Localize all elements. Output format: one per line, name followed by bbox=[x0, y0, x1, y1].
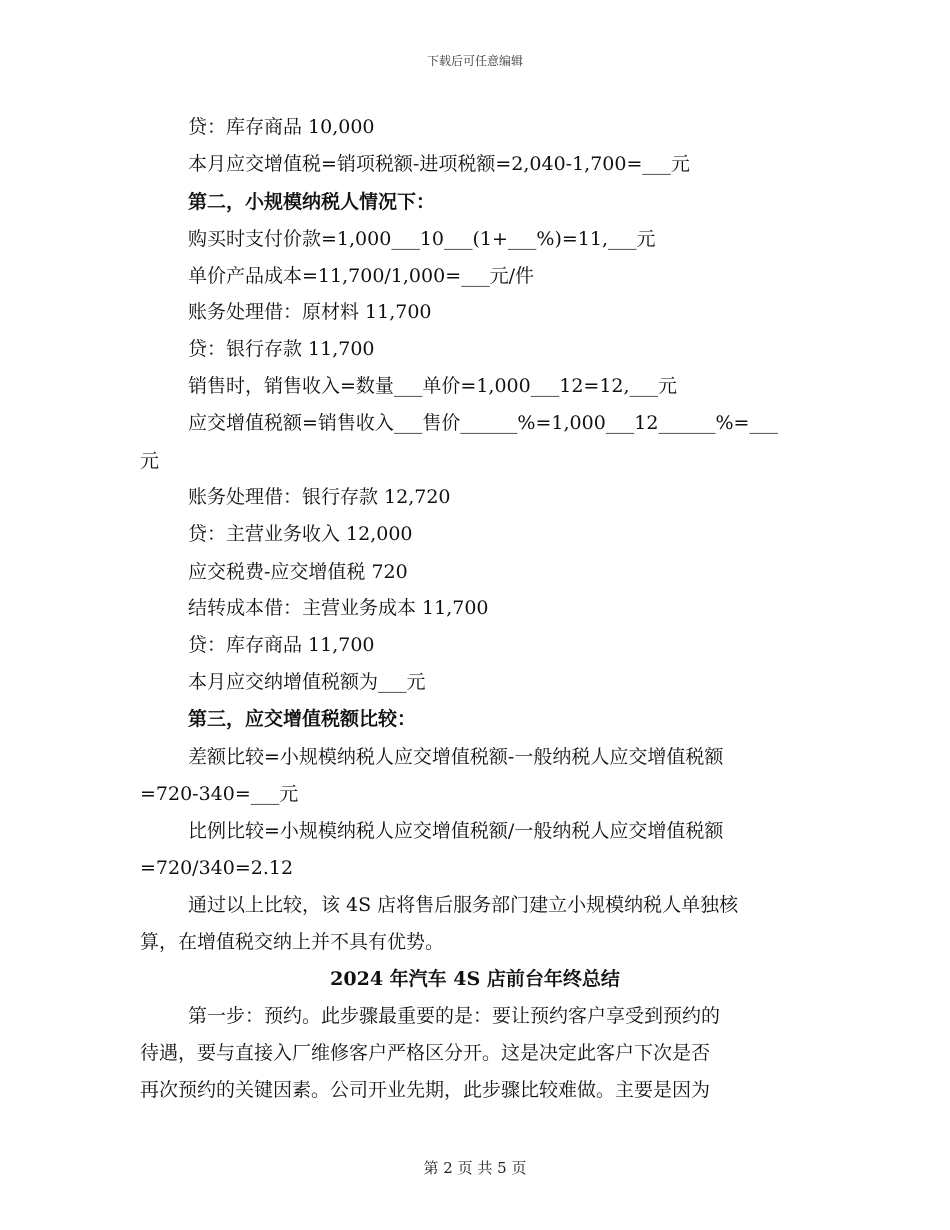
text-line: 贷：库存商品 11,700 bbox=[188, 634, 375, 656]
text-line: 通过以上比较，该 4S 店将售后服务部门建立小规模纳税人单独核 bbox=[188, 894, 739, 916]
text-line: 再次预约的关键因素。公司开业先期，此步骤比较难做。主要是因为 bbox=[140, 1079, 711, 1101]
text-line: 差额比较=小规模纳税人应交增值税额-一般纳税人应交增值税额 bbox=[188, 746, 724, 768]
section-heading: 第二，小规模纳税人情况下： bbox=[188, 191, 436, 213]
page-footer: 第 2 页 共 5 页 bbox=[423, 1159, 527, 1177]
text-line: 贷：主营业务收入 12,000 bbox=[188, 523, 413, 545]
text-line: 比例比较=小规模纳税人应交增值税额/一般纳税人应交增值税额 bbox=[188, 820, 724, 842]
text-line: 第一步：预约。此步骤最重要的是：要让预约客户享受到预约的 bbox=[188, 1005, 721, 1027]
text-line: 算，在增值税交纳上并不具有优势。 bbox=[140, 931, 445, 953]
text-line: 账务处理借：银行存款 12,720 bbox=[188, 486, 451, 508]
page-header: 下载后可任意编辑 bbox=[426, 54, 523, 68]
text-line: 本月应交纳增值税额为___元 bbox=[188, 671, 426, 693]
text-line: =720-340=___元 bbox=[140, 783, 299, 805]
text-line: 账务处理借：原材料 11,700 bbox=[188, 301, 432, 323]
article-title: 2024 年汽车 4S 店前台年终总结 bbox=[330, 968, 620, 990]
text-line: 应交税费-应交增值税 720 bbox=[188, 561, 408, 583]
text-line: =720/340=2.12 bbox=[140, 857, 294, 879]
text-line: 贷：银行存款 11,700 bbox=[188, 338, 375, 360]
text-line: 购买时支付价款=1,000___10___(1+___%)=11,___元 bbox=[188, 228, 656, 250]
text-line: 结转成本借：主营业务成本 11,700 bbox=[188, 597, 489, 619]
text-line: 元 bbox=[140, 450, 160, 472]
text-line: 销售时，销售收入=数量___单价=1,000___12=12,___元 bbox=[188, 375, 678, 397]
text-line: 贷：库存商品 10,000 bbox=[188, 116, 375, 138]
text-line: 本月应交增值税=销项税额-进项税额=2,040-1,700=___元 bbox=[188, 153, 690, 175]
text-line: 应交增值税额=销售收入___售价______%=1,000___12______%=___ bbox=[188, 412, 778, 434]
text-line: 单价产品成本=11,700/1,000=___元/件 bbox=[188, 265, 535, 287]
section-heading: 第三，应交增值税额比较： bbox=[188, 708, 417, 730]
text-line: 待遇，要与直接入厂维修客户严格区分开。这是决定此客户下次是否 bbox=[140, 1042, 711, 1064]
